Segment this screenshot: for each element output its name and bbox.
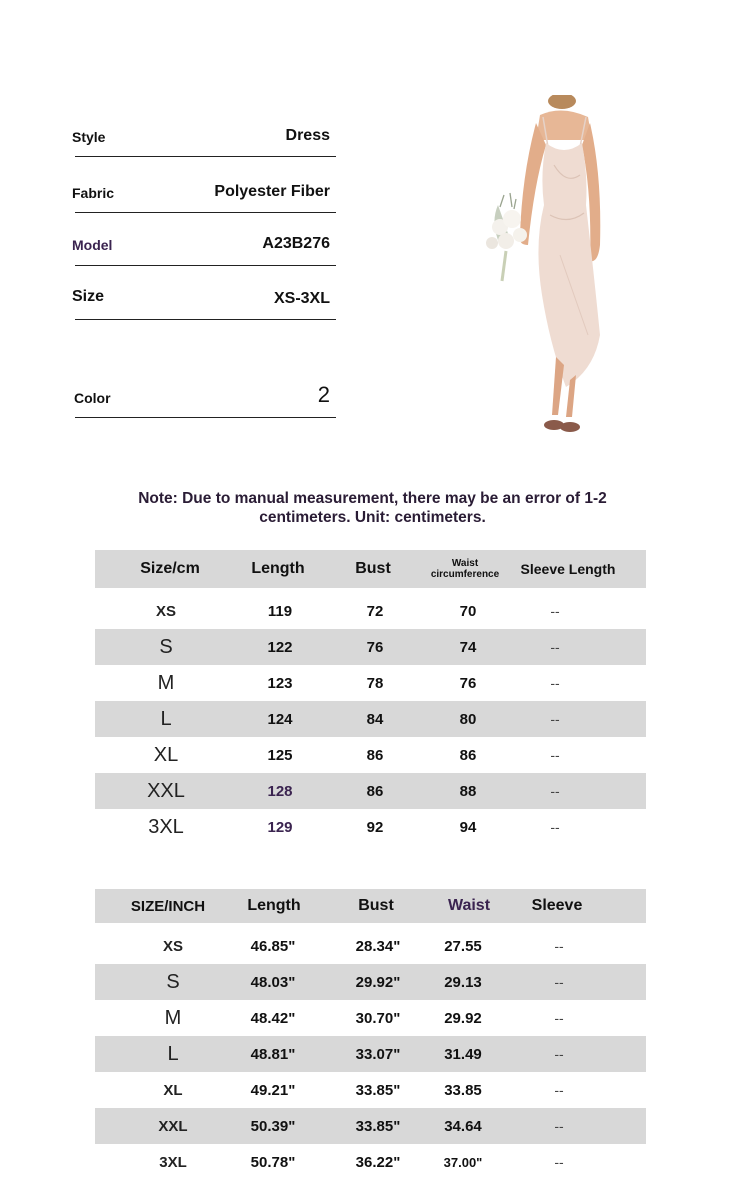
table-row — [95, 1036, 646, 1072]
cell-bust: 28.34" — [355, 937, 401, 955]
table-row — [95, 593, 646, 629]
cell-bust: 33.85" — [355, 1081, 401, 1099]
table-header-row — [95, 550, 646, 588]
cell-waist: 74 — [459, 638, 477, 656]
cell-bust: 76 — [366, 638, 384, 656]
header-length: Length — [251, 560, 305, 577]
header-bust: Bust — [358, 897, 394, 914]
cell-size: M — [164, 1006, 182, 1029]
cell-sleeve: -- — [554, 1118, 564, 1134]
table-row — [95, 1144, 646, 1180]
cell-length: 125 — [267, 746, 293, 764]
cell-sleeve: -- — [550, 639, 560, 655]
table-row — [95, 629, 646, 665]
cell-bust: 33.07" — [355, 1045, 401, 1063]
product-photo — [470, 95, 620, 440]
spec-label-size: Size — [72, 288, 105, 305]
spec-divider — [75, 156, 336, 157]
table-row — [95, 928, 646, 964]
spec-divider — [75, 319, 336, 320]
cell-waist: 31.49 — [444, 1045, 482, 1063]
table-row — [95, 701, 646, 737]
cell-waist: 37.00" — [443, 1154, 483, 1170]
hair — [548, 95, 576, 109]
cell-size: XXL — [158, 1117, 188, 1135]
cell-size: S — [159, 635, 173, 658]
cell-size: XL — [153, 743, 179, 766]
cell-bust: 33.85" — [355, 1117, 401, 1135]
cell-sleeve: -- — [554, 974, 564, 990]
cell-size: XXL — [147, 779, 185, 802]
spec-value-size: XS-3XL — [273, 290, 330, 307]
header-sleeve: Sleeve — [531, 897, 583, 914]
cell-sleeve: -- — [550, 603, 560, 619]
bouquet — [486, 193, 527, 281]
header-size: SIZE/INCH — [130, 897, 206, 915]
cell-length: 49.21" — [250, 1081, 296, 1099]
cell-sleeve: -- — [554, 938, 564, 954]
cell-bust: 29.92" — [355, 973, 401, 991]
spec-label-model: Model — [72, 237, 113, 253]
header-waist: Waist circumference — [430, 558, 500, 580]
cell-waist: 86 — [459, 746, 477, 764]
cell-waist: 27.55 — [444, 937, 482, 955]
spec-value-fabric: Polyester Fiber — [214, 183, 330, 200]
header-sleeve: Sleeve Length — [520, 561, 616, 577]
cell-size: S — [166, 970, 180, 993]
header-bust: Bust — [355, 560, 391, 577]
cell-sleeve: -- — [550, 819, 560, 835]
table-row — [95, 737, 646, 773]
cell-length: 50.78" — [250, 1153, 296, 1171]
size-table-inch — [95, 889, 646, 1180]
cell-length: 123 — [267, 674, 293, 692]
cell-length: 122 — [267, 638, 293, 656]
cell-waist: 34.64 — [444, 1117, 482, 1135]
header-length: Length — [247, 897, 301, 914]
cell-length: 48.03" — [250, 973, 296, 991]
spec-value-model: A23B276 — [262, 235, 330, 252]
spec-label-fabric: Fabric — [72, 185, 115, 201]
header-size: Size/cm — [140, 560, 200, 577]
cell-waist: 29.92 — [444, 1009, 482, 1027]
cell-waist: 88 — [459, 782, 477, 800]
cell-sleeve: -- — [554, 1046, 564, 1062]
left-leg — [552, 357, 564, 415]
cell-sleeve: -- — [554, 1010, 564, 1026]
cell-bust: 92 — [366, 818, 384, 836]
cell-waist: 70 — [459, 602, 477, 620]
cell-size: 3XL — [159, 1153, 187, 1171]
table-row — [95, 773, 646, 809]
table-row — [95, 1000, 646, 1036]
spec-divider — [75, 417, 336, 418]
cell-length: 119 — [267, 602, 293, 620]
table-row — [95, 1072, 646, 1108]
cell-bust: 86 — [366, 782, 384, 800]
spec-divider — [75, 212, 336, 213]
cell-length: 124 — [267, 710, 293, 728]
spec-label-color: Color — [74, 390, 111, 406]
spec-label-style: Style — [72, 129, 106, 145]
spec-value-style: Dress — [285, 127, 330, 144]
cell-bust: 86 — [366, 746, 384, 764]
cell-size: 3XL — [148, 815, 184, 838]
cell-waist: 76 — [459, 674, 477, 692]
cell-length: 50.39" — [250, 1117, 296, 1135]
table-row — [95, 964, 646, 1000]
cell-size: XL — [163, 1081, 183, 1099]
table-row — [95, 809, 646, 845]
cell-size: M — [157, 671, 175, 694]
cell-bust: 84 — [366, 710, 384, 728]
cell-size: XS — [155, 602, 176, 620]
table-row — [95, 1108, 646, 1144]
cell-waist: 94 — [459, 818, 477, 836]
cell-sleeve: -- — [550, 783, 560, 799]
size-table-cm — [95, 550, 646, 845]
cell-sleeve: -- — [554, 1082, 564, 1098]
cell-bust: 72 — [366, 602, 384, 620]
table-row — [95, 665, 646, 701]
right-shoe — [560, 422, 580, 432]
cell-bust: 30.70" — [355, 1009, 401, 1027]
cell-length: 129 — [267, 818, 293, 836]
cell-length: 46.85" — [250, 937, 296, 955]
spec-value-color: 2 — [317, 382, 330, 407]
cell-waist: 33.85 — [444, 1081, 482, 1099]
spec-divider — [75, 265, 336, 266]
cell-length: 48.42" — [250, 1009, 296, 1027]
cell-bust: 78 — [366, 674, 384, 692]
cell-bust: 36.22" — [355, 1153, 401, 1171]
cell-sleeve: -- — [550, 675, 560, 691]
cell-sleeve: -- — [550, 711, 560, 727]
table-header-row — [95, 889, 646, 923]
measurement-note: Note: Due to manual measurement, there may be an error of 1-2 centimeters. Unit: centimeters. — [138, 490, 607, 526]
cell-length: 128 — [267, 782, 293, 800]
header-waist: Waist — [447, 897, 491, 914]
cell-length: 48.81" — [250, 1045, 296, 1063]
cell-waist: 80 — [459, 710, 477, 728]
cell-waist: 29.13 — [444, 973, 482, 991]
cell-sleeve: -- — [554, 1154, 564, 1170]
cell-size: L — [167, 1042, 179, 1065]
cell-size: XS — [162, 937, 183, 955]
cell-sleeve: -- — [550, 747, 560, 763]
cell-size: L — [160, 707, 172, 730]
